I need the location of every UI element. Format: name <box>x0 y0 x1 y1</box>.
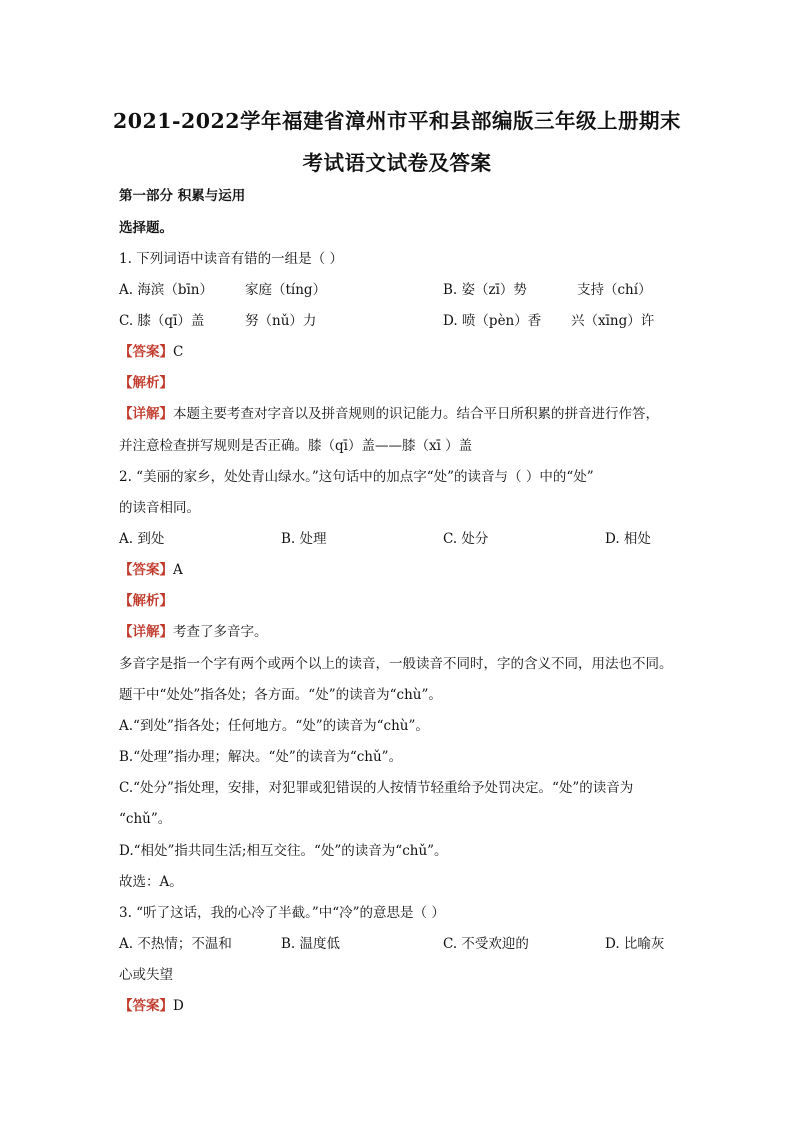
q3-option-c: C. 不受欢迎的 <box>443 936 529 952</box>
q2-explanation-7: D.“相处”指共同生活;相互交往。“处”的读音为“chǔ”。 <box>119 843 448 859</box>
subsection-heading: 选择题。 <box>119 220 173 236</box>
q3-answer <box>119 997 184 1015</box>
q1-answer-value: C <box>173 344 184 360</box>
q2-options-row <box>119 530 679 548</box>
q1-option-d: D. 喷（pèn）香 <box>443 313 542 329</box>
q1-option-c: C. 膝（qī）盖 <box>119 313 205 329</box>
answer-label: 【答案】 <box>119 998 173 1014</box>
title-line-2: 考试语文试卷及答案 <box>302 151 492 175</box>
q3-option-d-continued: 心或失望 <box>119 967 173 983</box>
q2-detail-text-1: 考查了多音字。 <box>173 624 268 640</box>
q2-option-c: C. 处分 <box>443 531 489 547</box>
q2-explanation-6: “chǔ”。 <box>119 811 172 827</box>
q1-stem: 1. 下列词语中读音有错的一组是（ ） <box>119 251 343 267</box>
q1-analysis <box>119 374 173 392</box>
analysis-label: 【解析】 <box>119 593 173 609</box>
q2-detail-line-1 <box>119 623 268 641</box>
q1-answer <box>119 343 183 361</box>
q1-option-a: A. 海滨（bīn） <box>119 282 213 298</box>
q2-answer-value: A <box>173 562 183 578</box>
detail-label: 【详解】 <box>119 406 173 422</box>
q2-option-d: D. 相处 <box>605 531 651 547</box>
q3-option-d: D. 比喻灰 <box>605 936 665 952</box>
q2-explanation-3: A.“到处”指各处；任何地方。“处”的读音为“chù”。 <box>119 718 429 734</box>
q1-option-b: B. 姿（zī）势 <box>443 282 527 298</box>
q3-option-a: A. 不热情；不温和 <box>119 936 232 952</box>
q1-option-a-word2: 家庭（tíng） <box>245 282 327 298</box>
q2-option-a: A. 到处 <box>119 531 165 547</box>
title-line-1: 2021-2022学年福建省漳州市平和县部编版三年级上册期末 <box>112 109 682 133</box>
q2-explanation-2: 题干中“处处”指各处；各方面。“处”的读音为“chù”。 <box>119 687 442 703</box>
section-heading: 第一部分 积累与运用 <box>119 188 246 204</box>
q1-detail-line-2: 并注意检查拼写规则是否正确。膝（qī）盖——膝（xī ）盖 <box>119 438 473 454</box>
q1-detail-text-1: 本题主要考查对字音以及拼音规则的识记能力。结合平日所积累的拼音进行作答， <box>173 406 659 422</box>
q1-option-c-word2: 努（nǔ）力 <box>245 313 317 329</box>
q2-stem-line-1: 2. “美丽的家乡，处处青山绿水。”这句话中的加点字“处”的读音与（ ）中的“处” <box>119 469 594 485</box>
q1-option-b-word2: 支持（chí） <box>577 282 652 298</box>
q1-options-row-2 <box>119 312 679 330</box>
q1-option-d-word2: 兴（xīng）许 <box>571 313 655 329</box>
analysis-label: 【解析】 <box>119 375 173 391</box>
q2-explanation-5: C.“处分”指处理，安排，对犯罪或犯错误的人按情节轻重给予处罚决定。“处”的读音为 <box>119 780 634 796</box>
q2-explanation-4: B.“处理”指办理；解决。“处”的读音为“chǔ”。 <box>119 749 403 765</box>
q2-answer <box>119 561 183 579</box>
q3-option-b: B. 温度低 <box>281 936 341 952</box>
q2-explanation-1: 多音字是指一个字有两个或两个以上的读音，一般读音不同时，字的含义不同，用法也不同。 <box>119 656 673 672</box>
q2-stem-line-2: 的读音相同。 <box>119 500 200 516</box>
q2-explanation-8: 故选：A。 <box>119 874 183 890</box>
q3-options-row <box>119 935 679 953</box>
q2-analysis <box>119 592 173 610</box>
q3-answer-value: D <box>173 998 184 1014</box>
q2-option-b: B. 处理 <box>281 531 327 547</box>
q3-stem: 3. “听了这话，我的心冷了半截。”中“冷”的意思是（ ） <box>119 905 445 921</box>
detail-label: 【详解】 <box>119 624 173 640</box>
answer-label: 【答案】 <box>119 344 173 360</box>
q1-detail-line-1 <box>119 405 659 423</box>
answer-label: 【答案】 <box>119 562 173 578</box>
q1-options-row-1 <box>119 281 679 299</box>
